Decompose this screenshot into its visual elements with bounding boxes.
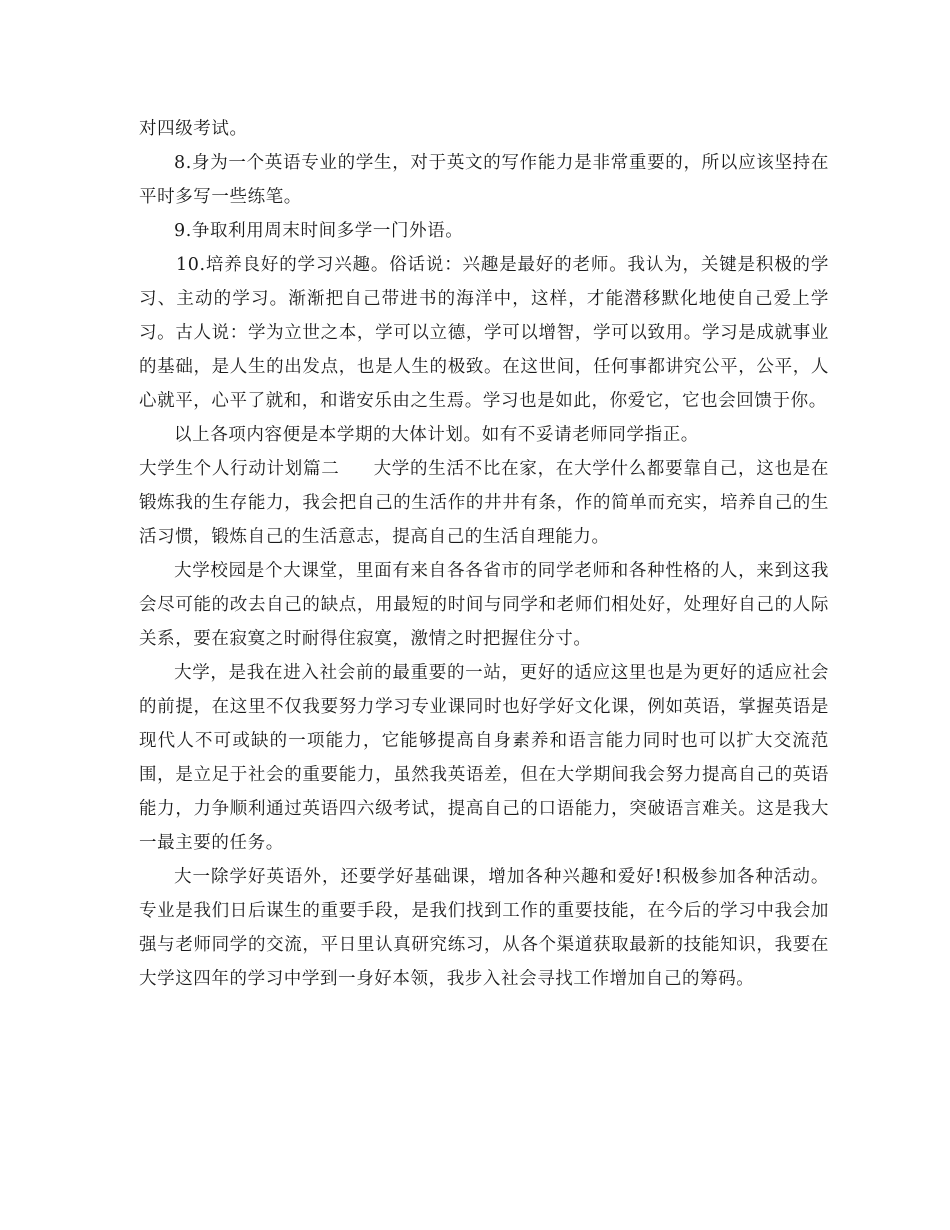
section-paragraph	[139, 452, 829, 554]
paragraph: 大一除学好英语外，还要学好基础课，增加各种兴趣和爱好!积极参加各种活动。专业是我们日后谋生的重要手段，是我们找到工作的重要技能，在今后的学习中我会加强与老师同学的交流，平日里认真研究练习，从各个渠道获取最新的技能知识，我要在大学这四年的学习中学到一身好本领，我步入社会寻找工作增加自己的筹码。	[139, 867, 829, 989]
paragraph: 大学校园是个大课堂，里面有来自各各省市的同学老师和各种性格的人，来到这我会尽可能的改去自己的缺点，用最短的时间与同学和老师们相处好，处理好自己的人际关系，要在寂寞之时耐得住寂寞，激情之时把握住分寸。	[139, 561, 829, 649]
paragraph: 以上各项内容便是本学期的大体计划。如有不妥请老师同学指正。	[174, 425, 699, 445]
paragraph: 9.争取利用周末时间多学一门外语。	[174, 221, 464, 241]
paragraph: 对四级考试。	[139, 119, 248, 139]
paragraph: 10.培养良好的学习兴趣。俗话说：兴趣是最好的老师。我认为，关键是积极的学习、主动的学习。渐渐把自己带进书的海洋中，这样，才能潜移默化地使自己爱上学习。古人说：学为立世之本，学可以立德，学可以增智，学可以致用。学习是成就事业的基础，是人生的出发点，也是人生的极致。在这世间，任何事都讲究公平，公平，人心就平，心平了就和，和谐安乐由之生焉。学习也是如此，你爱它，它也会回馈于你。	[139, 255, 829, 411]
paragraph: 大学，是我在进入社会前的最重要的一站，更好的适应这里也是为更好的适应社会的前提，在这里不仅我要努力学习专业课同时也好学好文化课，例如英语，掌握英语是现代人不可或缺的一项能力，它能够提高自身素养和语言能力同时也可以扩大交流范围，是立足于社会的重要能力，虽然我英语差，但在大学期间我会努力提高自己的英语能力，力争顺利通过英语四六级考试，提高自己的口语能力，突破语言难关。这是我大一最主要的任务。	[139, 663, 829, 853]
paragraph: 8.身为一个英语专业的学生，对于英文的写作能力是非常重要的，所以应该坚持在平时多写一些练笔。	[139, 153, 829, 207]
section-lead: 大学的生活不比在家，在大学什么都要靠自己，这也是在锻炼我的生存能力，我会把自己的生活作的井井有条，作的简单而充实，培养自己的生活习惯，锻炼自己的生活意志，提高自己的生活自理能力。	[139, 459, 830, 547]
document-body	[139, 112, 829, 996]
section-title: 大学生个人行动计划篇二	[139, 459, 340, 479]
